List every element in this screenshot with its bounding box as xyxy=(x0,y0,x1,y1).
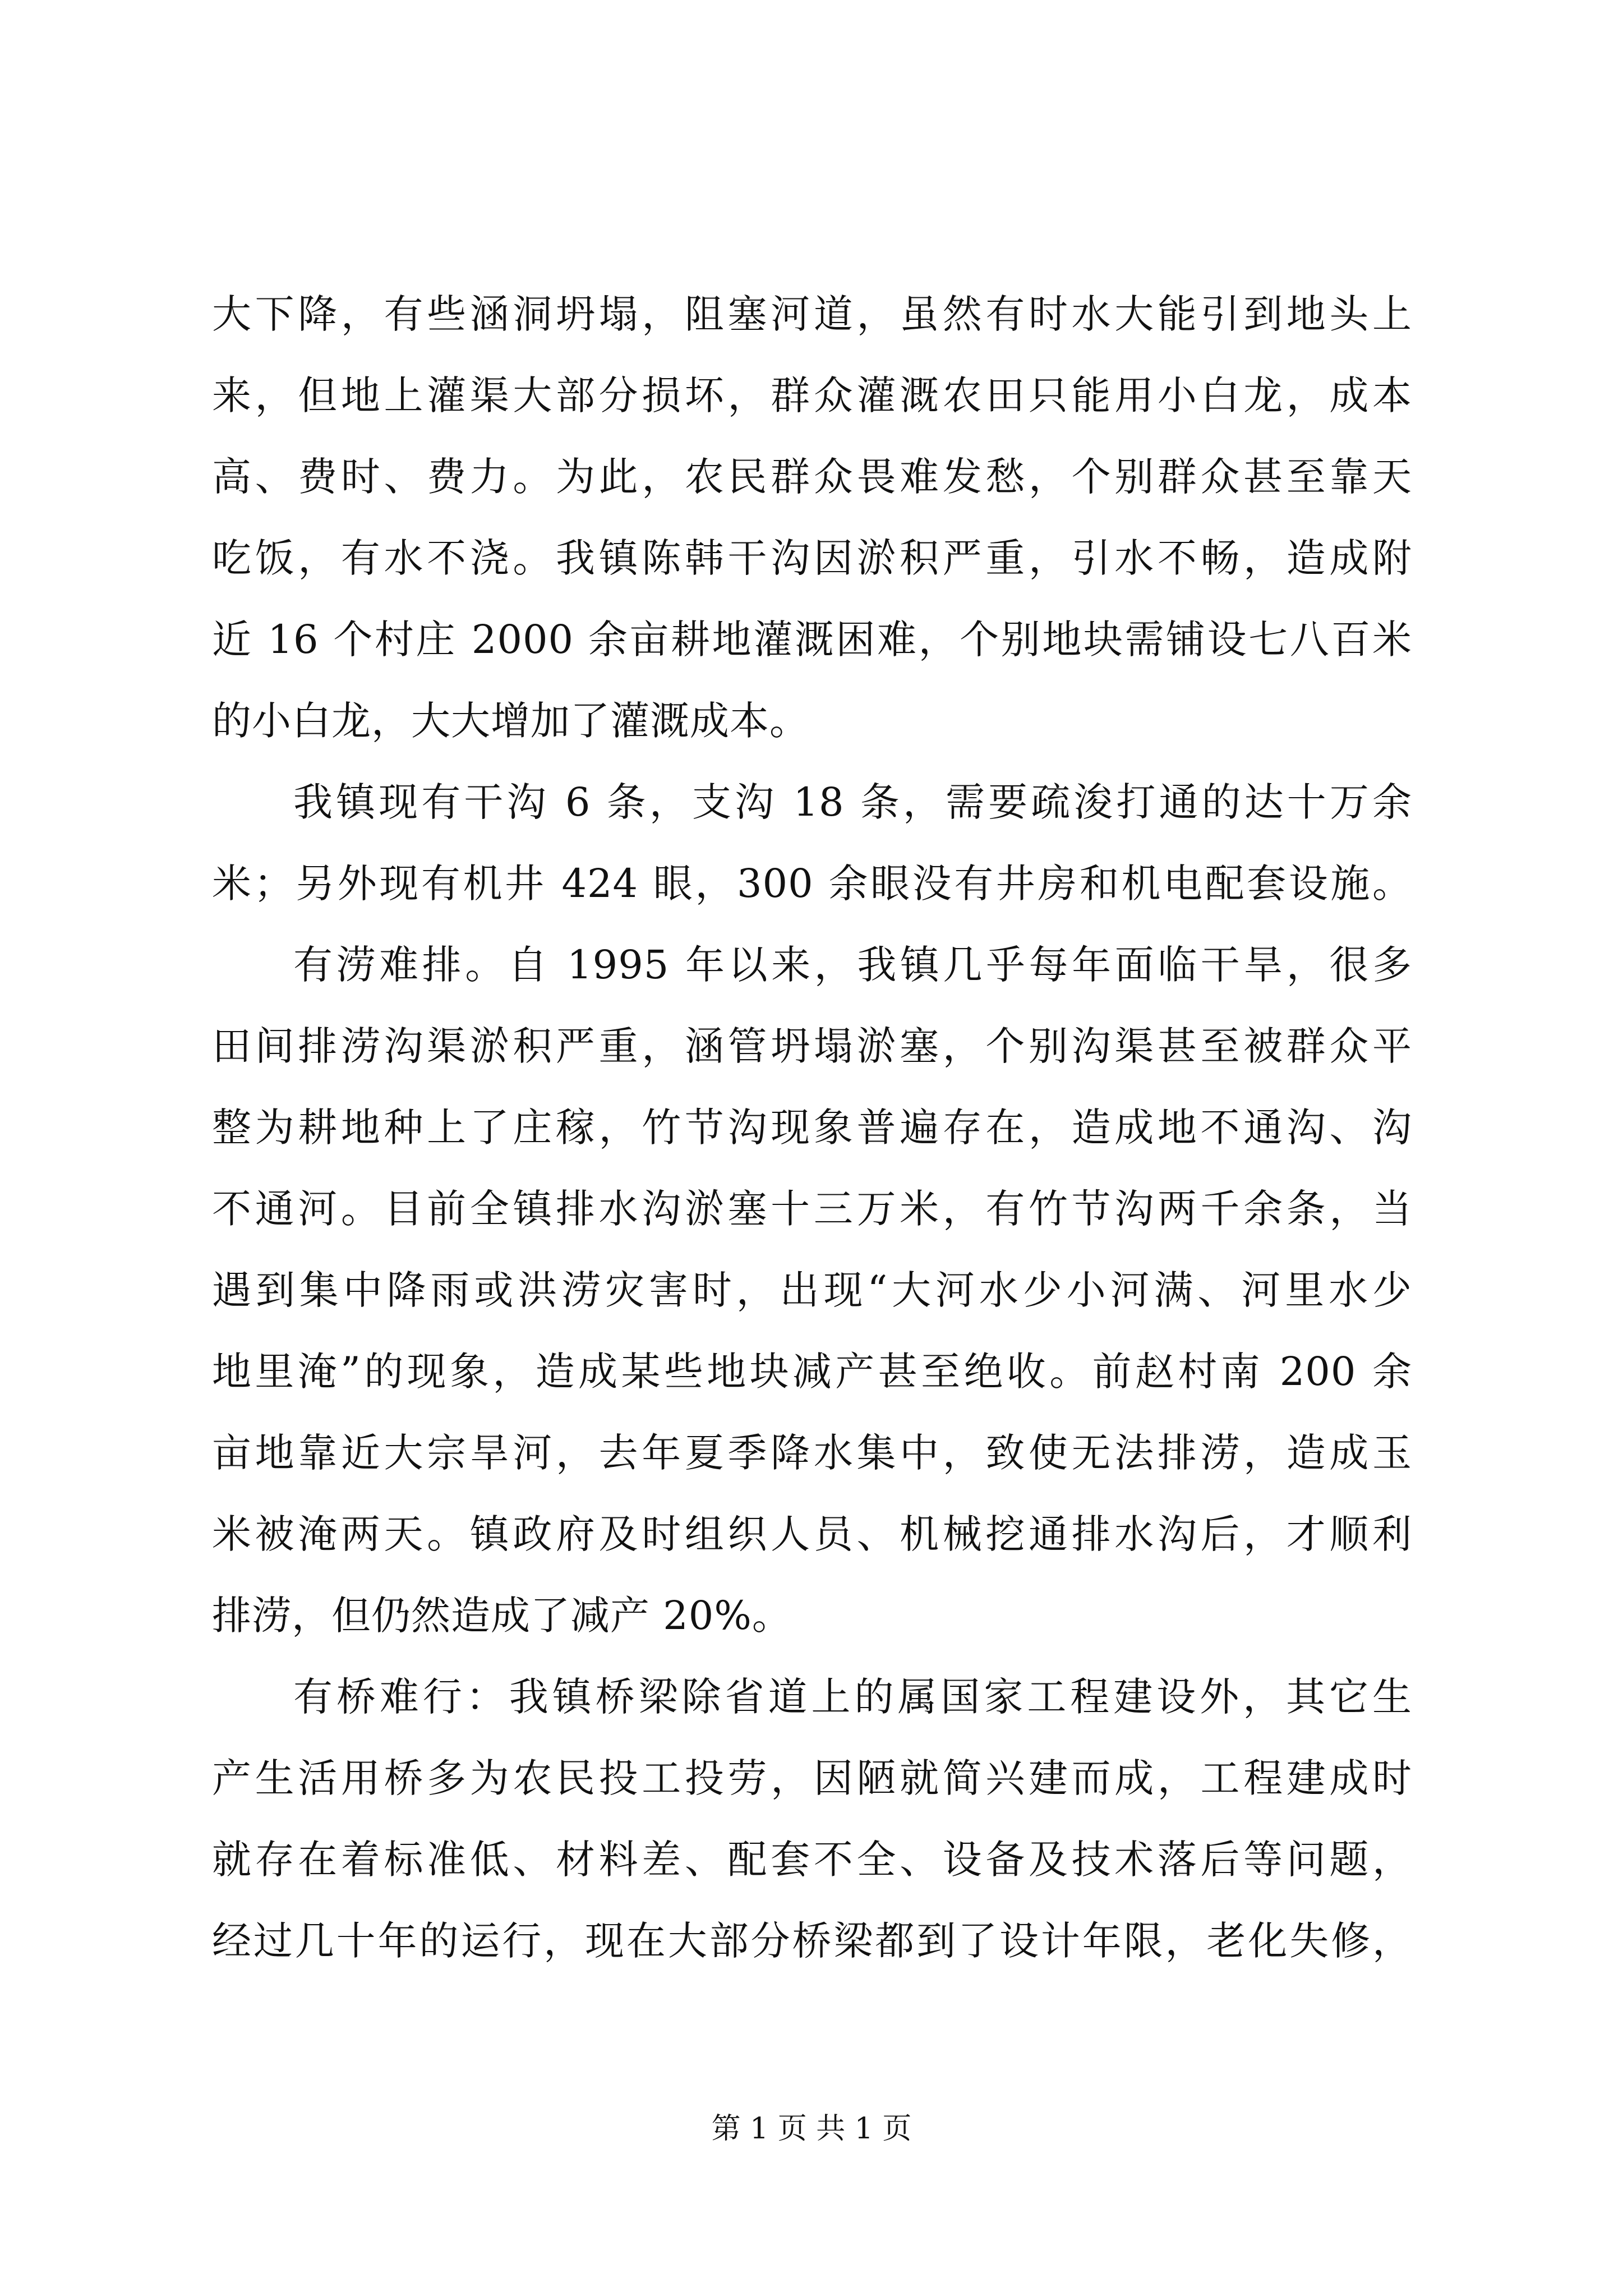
text-line: 有桥难行：我镇桥梁除省道上的属国家工程建设外，其它生 xyxy=(293,1674,1412,1720)
text-line: 经过几十年的运行，现在大部分桥梁都到了设计年限，老化失修， xyxy=(212,1918,1412,1964)
text-line: 整为耕地种上了庄稼，竹节沟现象普遍存在，造成地不通沟、沟 xyxy=(212,1105,1412,1151)
text-line: 产生活用桥多为农民投工投劳，因陋就简兴建而成，工程建成时 xyxy=(212,1755,1412,1801)
page-footer: 第 1 页 共 1 页 xyxy=(711,2112,912,2146)
text-line: 的小白龙，大大增加了灌溉成本。 xyxy=(212,698,809,744)
document-body xyxy=(212,274,1412,1982)
text-line: 近 16 个村庄 2000 余亩耕地灌溉困难，个别地块需铺设七八百米 xyxy=(212,616,1412,662)
text-line: 大下降，有些涵洞坍塌，阻塞河道，虽然有时水大能引到地头上 xyxy=(212,291,1412,337)
text-line: 排涝，但仍然造成了减产 20%。 xyxy=(212,1593,792,1639)
text-line: 吃饭，有水不浇。我镇陈韩干沟因淤积严重，引水不畅，造成附 xyxy=(212,535,1412,581)
text-line: 米；另外现有机井 424 眼，300 余眼没有井房和机电配套设施。 xyxy=(212,861,1412,907)
text-line: 米被淹两天。镇政府及时组织人员、机械挖通排水沟后，才顺利 xyxy=(212,1511,1412,1557)
text-line: 我镇现有干沟 6 条，支沟 18 条，需要疏浚打通的达十万余 xyxy=(293,779,1412,825)
text-line: 有涝难排。自 1995 年以来，我镇几乎每年面临干旱，很多 xyxy=(293,942,1412,988)
text-line: 高、费时、费力。为此，农民群众畏难发愁，个别群众甚至靠天 xyxy=(212,454,1412,500)
text-line: 来，但地上灌渠大部分损坏，群众灌溉农田只能用小白龙，成本 xyxy=(212,372,1412,418)
text-line: 田间排涝沟渠淤积严重，涵管坍塌淤塞，个别沟渠甚至被群众平 xyxy=(212,1023,1412,1069)
text-line: 地里淹”的现象，造成某些地块减产甚至绝收。前赵村南 200 余 xyxy=(212,1349,1412,1395)
text-line: 就存在着标准低、材料差、配套不全、设备及技术落后等问题， xyxy=(212,1837,1412,1883)
text-line: 亩地靠近大宗旱河，去年夏季降水集中，致使无法排涝，造成玉 xyxy=(212,1430,1412,1476)
text-line: 遇到集中降雨或洪涝灾害时，出现“大河水少小河满、河里水少 xyxy=(212,1267,1412,1313)
text-line: 不通河。目前全镇排水沟淤塞十三万米，有竹节沟两千余条，当 xyxy=(212,1186,1412,1232)
